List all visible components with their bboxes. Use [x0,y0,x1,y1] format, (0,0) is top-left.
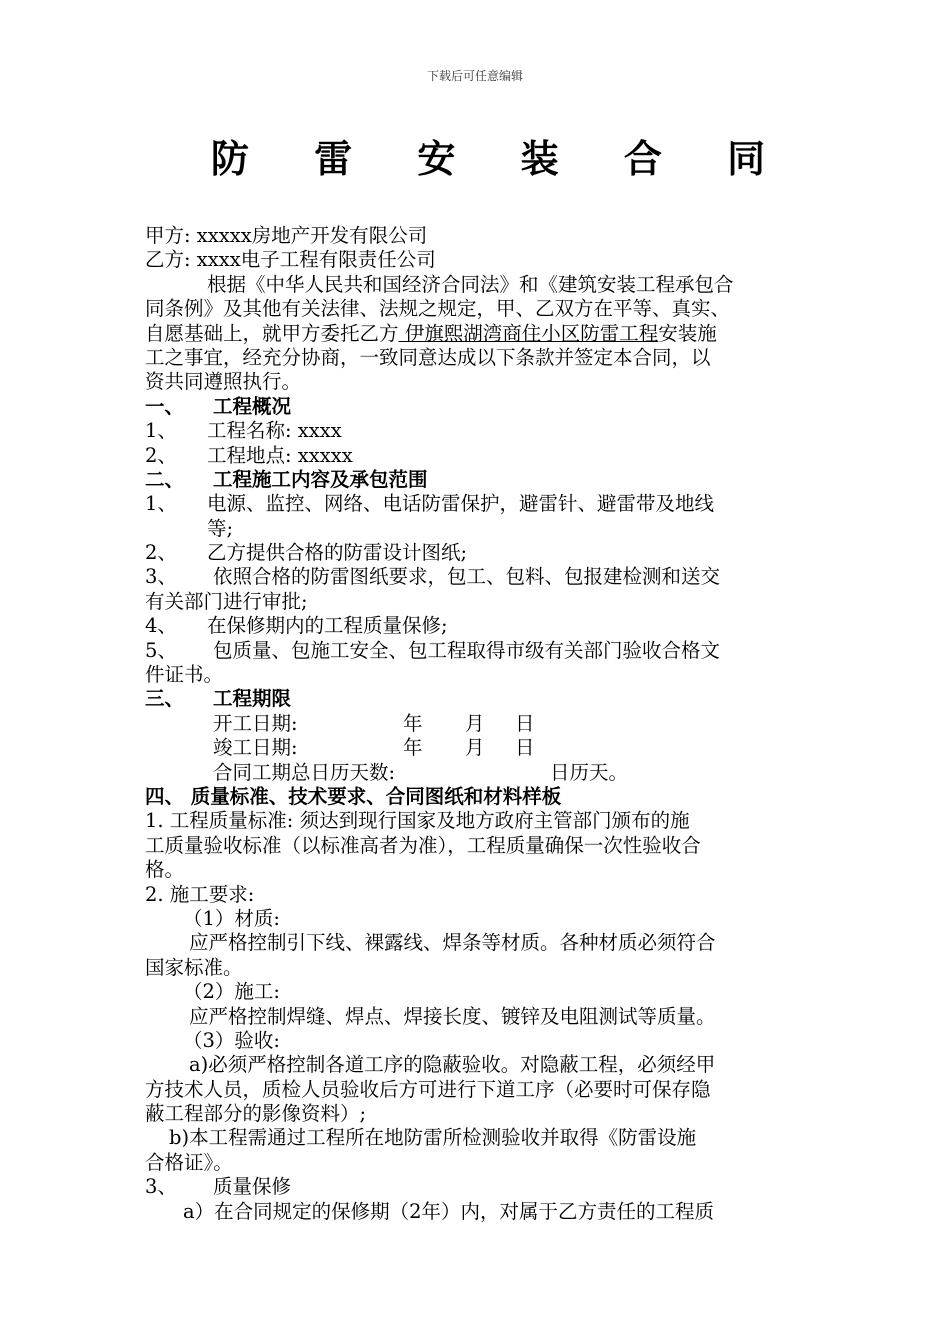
list-item: 2、 工程地点: xxxxx [145,443,353,467]
intro-text: 自愿基础上，就甲方委托乙方 [145,321,399,345]
section-heading-4: 四、 质量标准、技术要求、合同图纸和材料样板 [145,784,562,808]
paragraph-line: 国家标准。 [145,955,243,979]
intro-line: 同条例》及其他有关法律、法规之规定，甲、乙双方在平等、真实、 [145,297,731,321]
intro-line: 资共同遵照执行。 [145,370,302,394]
project-name: 伊旗熙湖湾商住小区防雷工程 [398,321,659,345]
section-heading-1: 一、 工程概况 [145,394,292,418]
list-item: 1、 工程名称: xxxx [145,419,342,443]
sub-heading: （2）施工: [183,980,280,1004]
list-item: 3、 质量保修 [145,1175,292,1199]
end-date: 竣工日期: 年 月 日 [213,736,535,760]
list-item: 2、 乙方提供合格的防雷设计图纸; [145,541,468,565]
paragraph-line: 应严格控制焊缝、焊点、焊接长度、镀锌及电阻测试等质量。 [189,1004,716,1028]
intro-line: 工之事宜，经充分协商，一致同意达成以下条款并签定本合同，以 [145,345,711,369]
contract-body [145,224,813,1224]
list-item: 1、 电源、监控、网络、电话防雷保护，避雷针、避雷带及地线 [145,492,715,516]
paragraph-line: 蔽工程部分的影像资料）; [145,1102,367,1126]
page-header: 下载后可任意编辑 [426,69,523,83]
intro-line: 根据《中华人民共和国经济合同法》和《建筑安装工程承包合 [207,272,734,296]
list-item: 4、 在保修期内的工程质量保修; [145,614,448,638]
paragraph-line: 工质量验收标准（以标准高者为准），工程质量确保一次性验收合 [145,833,701,857]
intro-line [145,322,813,346]
paragraph-line: a)必须严格控制各道工序的隐蔽验收。对隐蔽工程，必须经甲 [189,1053,716,1077]
list-item-cont: 等; [207,516,234,540]
party-a: 甲方: xxxxx房地产开发有限公司 [145,224,428,247]
total-days: 合同工期总日历天数: 日历天。 [213,760,629,784]
start-date: 开工日期: 年 月 日 [213,711,535,735]
list-item-cont: 件证书。 [145,663,224,687]
paragraph-line: 应严格控制引下线、裸露线、焊条等材质。各种材质必须符合 [189,931,716,955]
sub-heading: （3）验收: [183,1028,280,1052]
section-heading-2: 二、 工程施工内容及承包范围 [145,467,428,491]
paragraph-line: 合格证》。 [145,1150,233,1174]
paragraph-line: 1. 工程质量标准: 须达到现行国家及地方政府主管部门颁布的施 [145,809,690,833]
paragraph-line: 2. 施工要求: [145,882,255,906]
paragraph-line: b)本工程需通过工程所在地防雷所检测验收并取得《防雷设施 [169,1126,697,1150]
paragraph-line: 方技术人员，质检人员验收后方可进行下道工序（必要时可保存隐 [145,1077,711,1101]
paragraph-line: a）在合同规定的保修期（2年）内，对属于乙方责任的工程质 [183,1199,715,1223]
list-item: 3、 依照合格的防雷图纸要求，包工、包料、包报建检测和送交 [145,565,721,589]
list-item-cont: 有关部门进行审批; [145,589,308,613]
paragraph-line: 格。 [145,858,185,882]
list-item: 5、 包质量、包施工安全、包工程取得市级有关部门验收合格文 [145,638,721,662]
sub-heading: （1）材质: [183,906,280,930]
section-heading-3: 三、 工程期限 [145,687,292,711]
contract-title: 防 雷 安 装 合 同 [210,136,792,181]
party-b: 乙方: xxxx电子工程有限责任公司 [145,248,436,272]
intro-text: 安装施 [658,321,717,345]
